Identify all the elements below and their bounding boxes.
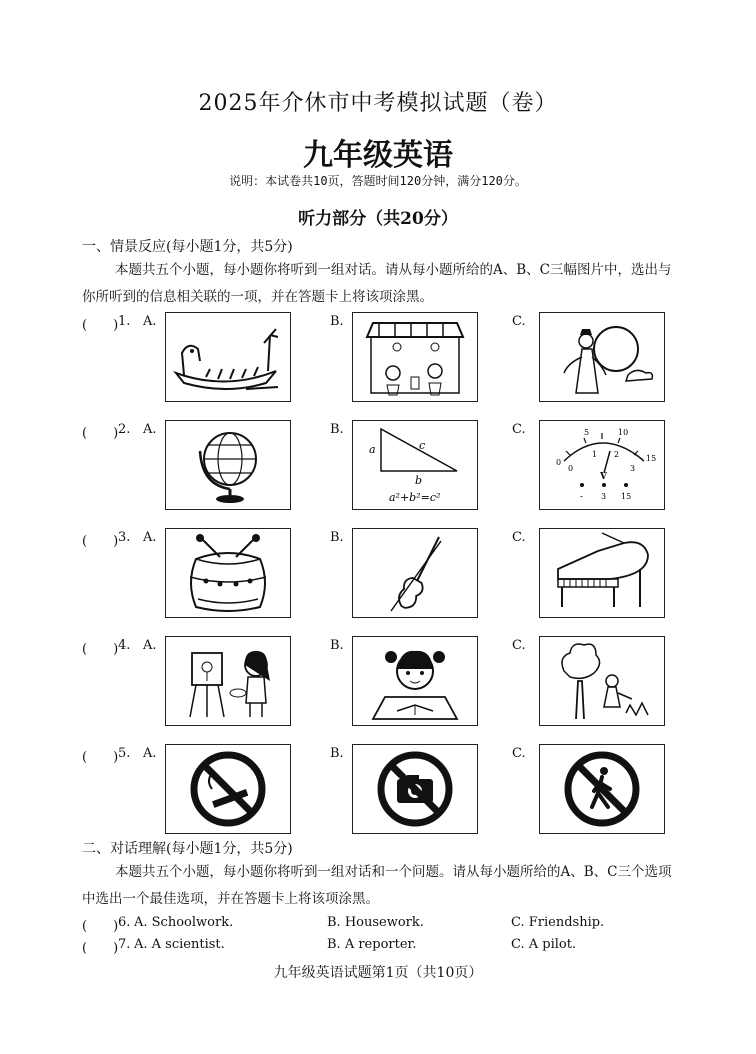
q6-option-a[interactable]: A. Schoolwork. (134, 915, 234, 930)
q5-answer-bracket[interactable]: ( ) (82, 750, 119, 765)
moon-fairy-icon (540, 313, 664, 401)
meter-tick-0: 0 (556, 458, 562, 467)
listening-section-title: 听力部分（共20分） (298, 209, 458, 229)
q7-option-c[interactable]: C. A pilot. (511, 937, 577, 952)
q1-number: 1. (118, 314, 131, 329)
section2-instructions: 本题共五个小题，每小题你将听到一组对话和一个问题。请从每小题所给的A、B、C三个选项中选出一个最佳选项，并在答题卡上将该项涂黑。 (82, 864, 672, 907)
q1-option-letter-b: B. (330, 314, 344, 329)
q4-number: 4. (118, 638, 131, 653)
globe-icon (166, 421, 290, 509)
exam-title: 2025年介休市中考模拟试题（卷） (198, 91, 558, 116)
q5-option-letter-a: A. (143, 746, 157, 761)
q4-option-letter-c: C. (512, 638, 526, 653)
no-pedestrians-sign-icon (540, 745, 664, 833)
dragon-boat-icon (166, 313, 290, 401)
q1-option-letter-a: A. (143, 314, 157, 329)
girl-reading-icon (353, 637, 477, 725)
q4-picture-c[interactable] (539, 636, 665, 726)
triangle-label-b: b (415, 474, 423, 487)
q3-option-letter-a: A. (143, 530, 157, 545)
q7-number: 7. (118, 937, 131, 952)
no-smoking-sign-icon (166, 745, 290, 833)
q1-option-letter-c: C. (512, 314, 526, 329)
meter-terminal-neg: - (580, 492, 584, 502)
market-stall-icon (353, 313, 477, 401)
q2-picture-a[interactable] (165, 420, 291, 510)
q2-option-letter-b: B. (330, 422, 344, 437)
q3-number: 3. (118, 530, 131, 545)
page-footer: 九年级英语试题第1页（共10页） (273, 965, 483, 981)
q3-picture-a[interactable] (165, 528, 291, 618)
triangle-label-a: a (369, 443, 376, 456)
violin-icon (353, 529, 477, 617)
triangle-label-c: c (419, 439, 426, 452)
q5-number: 5. (118, 746, 131, 761)
q1-picture-b[interactable] (352, 312, 478, 402)
piano-icon (540, 529, 664, 617)
pythagoras-formula: a²+b²=c² (389, 491, 441, 504)
q2-picture-b[interactable] (352, 420, 478, 510)
meter-terminal-15: 15 (621, 492, 632, 501)
meter-tick-inner-2: 2 (614, 450, 620, 459)
q5-option-letter-c: C. (512, 746, 526, 761)
q4-answer-bracket[interactable]: ( ) (82, 642, 119, 657)
q5-option-letter-b: B. (330, 746, 344, 761)
q7-answer-bracket[interactable]: ( ) (82, 941, 119, 956)
q7-option-a[interactable]: A. A scientist. (134, 937, 225, 952)
q1-picture-a[interactable] (165, 312, 291, 402)
q2-answer-bracket[interactable]: ( ) (82, 426, 119, 441)
girl-painting-icon (166, 637, 290, 725)
q6-answer-bracket[interactable]: ( ) (82, 919, 119, 934)
q1-answer-bracket[interactable]: ( ) (82, 318, 119, 333)
q1-picture-c[interactable] (539, 312, 665, 402)
q2-option-letter-c: C. (512, 422, 526, 437)
q6-option-b[interactable]: B. Housework. (327, 915, 424, 930)
triangle-formula-icon (353, 421, 477, 509)
meter-tick-inner-3: 3 (630, 464, 636, 473)
meter-tick-15: 15 (646, 454, 657, 463)
section1-instructions: 本题共五个小题，每小题你将听到一组对话。请从每小题所给的A、B、C三幅图片中，选出与你所听到的信息相关联的一项，并在答题卡上将该项涂黑。 (82, 262, 672, 305)
meter-tick-10: 10 (618, 428, 629, 437)
q3-picture-b[interactable] (352, 528, 478, 618)
exam-note: 说明：本试卷共10页，答题时间120分钟，满分120分。 (229, 174, 527, 188)
section1-heading: 一、情景反应(每小题1分，共5分) (82, 239, 293, 255)
q3-option-letter-b: B. (330, 530, 344, 545)
exam-subtitle: 九年级英语 (303, 138, 453, 173)
q3-picture-c[interactable] (539, 528, 665, 618)
q7-option-b[interactable]: B. A reporter. (327, 937, 417, 952)
q4-option-letter-b: B. (330, 638, 344, 653)
girl-planting-icon (540, 637, 664, 725)
q5-picture-b[interactable] (352, 744, 478, 834)
meter-terminal-3: 3 (601, 492, 607, 501)
q3-option-letter-c: C. (512, 530, 526, 545)
q6-option-c[interactable]: C. Friendship. (511, 915, 605, 930)
q2-option-letter-a: A. (143, 422, 157, 437)
q6-number: 6. (118, 915, 131, 930)
q4-picture-a[interactable] (165, 636, 291, 726)
section2-heading: 二、对话理解(每小题1分，共5分) (82, 841, 293, 857)
drum-icon (166, 529, 290, 617)
q4-option-letter-a: A. (143, 638, 157, 653)
q2-picture-c[interactable] (539, 420, 665, 510)
no-photos-sign-icon (353, 745, 477, 833)
meter-tick-inner-1: 1 (592, 450, 598, 459)
q3-answer-bracket[interactable]: ( ) (82, 534, 119, 549)
meter-tick-5: 5 (584, 428, 590, 437)
meter-tick-inner-0: 0 (568, 464, 574, 473)
q4-picture-b[interactable] (352, 636, 478, 726)
q5-picture-c[interactable] (539, 744, 665, 834)
voltmeter-icon (540, 421, 664, 509)
meter-v-label: V (600, 472, 607, 482)
q2-number: 2. (118, 422, 131, 437)
q5-picture-a[interactable] (165, 744, 291, 834)
